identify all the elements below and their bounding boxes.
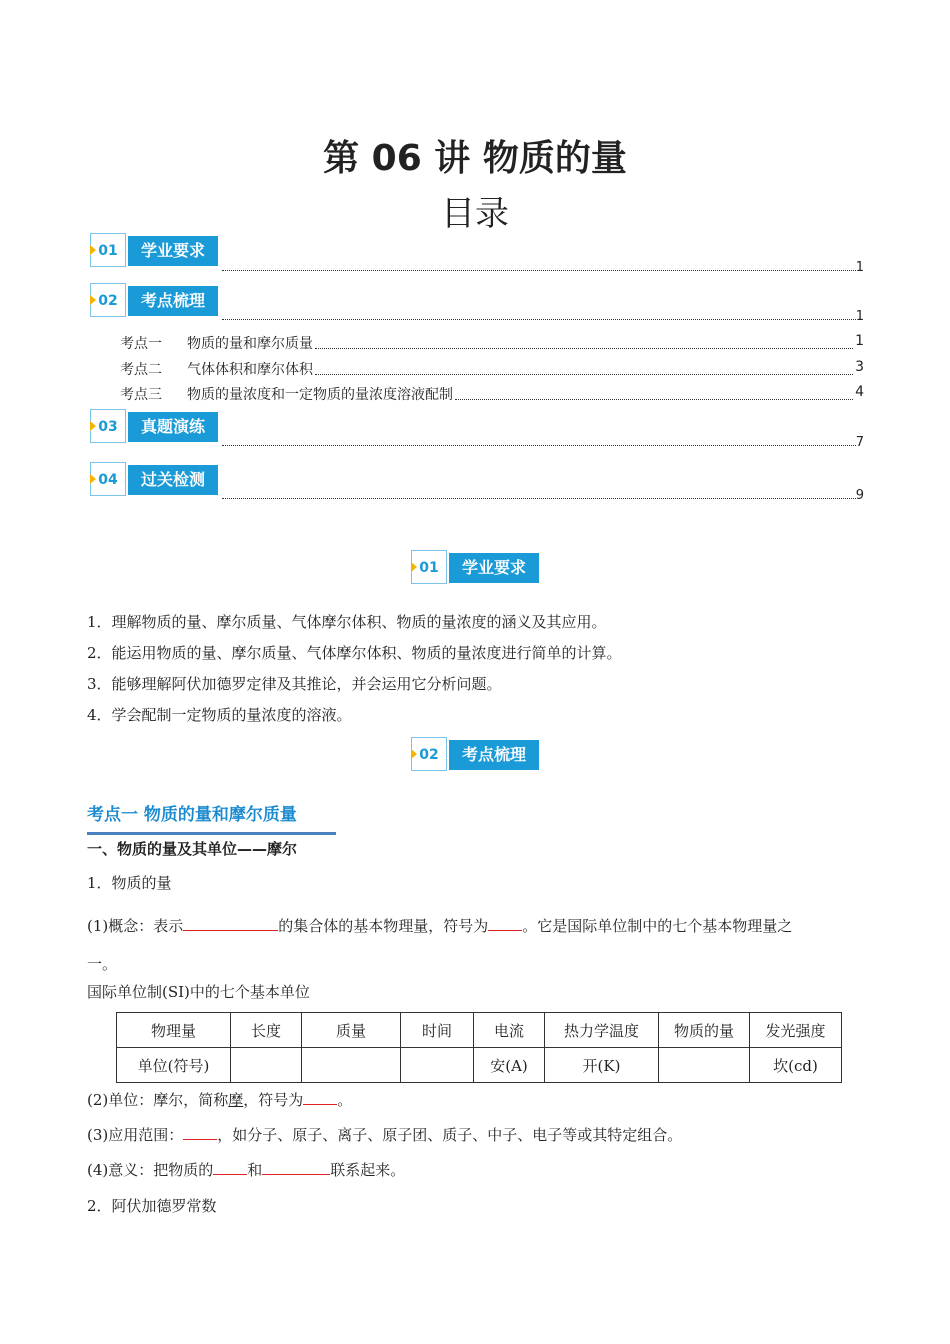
item-title: 2．阿伏加德罗常数: [87, 1197, 217, 1215]
page-number: 9: [855, 488, 864, 503]
table-cell[interactable]: [231, 1048, 302, 1083]
toc-badge-01: [90, 233, 218, 269]
badge-number: 02: [90, 283, 126, 317]
toc-sub-entry[interactable]: [120, 333, 864, 353]
table-row: [117, 1048, 842, 1083]
table-cell: 单位(符号): [117, 1048, 231, 1083]
badge-number: 04: [90, 462, 126, 496]
toc-badge-04: [90, 462, 218, 498]
meaning-paragraph: (4)意义：把物质的 和 联系起来。: [87, 1161, 406, 1179]
toc-entry[interactable]: [222, 309, 864, 324]
table-caption: 国际单位制(SI)中的七个基本单位: [87, 983, 310, 1001]
item-title: 1．物质的量: [87, 874, 172, 892]
scope-paragraph: (3)应用范围： ，如分子、原子、离子、原子团、质子、中子、电子等或其特定组合。: [87, 1126, 683, 1144]
toc-title: 目录: [441, 194, 509, 234]
toc-sub-title: 气体体积和摩尔体积: [187, 362, 313, 378]
toc-sub-title: 物质的量和摩尔质量: [187, 336, 313, 352]
fill-blank[interactable]: [488, 930, 522, 931]
fill-blank[interactable]: [213, 1174, 247, 1175]
table-cell: 热力学温度: [545, 1013, 659, 1048]
table-cell[interactable]: [659, 1048, 750, 1083]
toc-entry[interactable]: [222, 435, 864, 450]
badge-number: 03: [90, 409, 126, 443]
triangle-icon: [90, 421, 96, 431]
page-number: 1: [855, 260, 864, 275]
table-cell: 物理量: [117, 1013, 231, 1048]
table-cell: 开(K): [545, 1048, 659, 1083]
table-cell: 发光强度: [750, 1013, 842, 1048]
page-number: 7: [855, 435, 864, 450]
requirement: 1．理解物质的量、摩尔质量、气体摩尔体积、物质的量浓度的涵义及其应用。: [87, 613, 607, 631]
triangle-icon: [90, 245, 96, 255]
concept-paragraph: (1)概念：表示 的集合体的基本物理量，符号为 。它是国际单位制中的七个基本物理量之 一。: [87, 917, 793, 973]
triangle-icon: [90, 474, 96, 484]
badge-label: 真题演练: [128, 412, 218, 442]
page-number: 1: [855, 309, 864, 324]
badge-label: 过关检测: [128, 465, 218, 495]
toc-sub-title: 物质的量浓度和一定物质的量浓度溶液配制: [187, 387, 453, 403]
badge-number: 02: [411, 737, 447, 771]
fill-blank[interactable]: [303, 1104, 337, 1105]
fill-blank[interactable]: [262, 1174, 330, 1175]
table-cell: 时间: [401, 1013, 474, 1048]
requirement: 2．能运用物质的量、摩尔质量、气体摩尔体积、物质的量浓度进行简单的计算。: [87, 644, 622, 662]
requirement: 3．能够理解阿伏加德罗定律及其推论，并会运用它分析问题。: [87, 675, 502, 693]
table-cell: 坎(cd): [750, 1048, 842, 1083]
fill-blank[interactable]: [183, 1139, 217, 1140]
table-header-row: [117, 1013, 842, 1048]
page-number: 3: [855, 359, 864, 375]
toc-sub-entry[interactable]: [120, 384, 864, 404]
badge-label: 学业要求: [449, 553, 539, 583]
toc-sub-key: 考点三: [120, 387, 162, 403]
toc-entry[interactable]: [222, 488, 864, 503]
badge-number: 01: [411, 550, 447, 584]
page-number: 4: [855, 384, 864, 400]
toc-sub-entry[interactable]: [120, 359, 864, 379]
toc-sub-key: 考点二: [120, 362, 162, 378]
table-cell[interactable]: [302, 1048, 401, 1083]
triangle-icon: [90, 295, 96, 305]
section-badge-02: [411, 737, 539, 773]
toc-badge-03: [90, 409, 218, 445]
section-underline: [87, 832, 336, 835]
triangle-icon: [411, 749, 417, 759]
toc-badge-02: [90, 283, 218, 319]
badge-label: 学业要求: [128, 236, 218, 266]
badge-label: 考点梳理: [128, 286, 218, 316]
fill-blank[interactable]: [183, 930, 278, 931]
badge-number: 01: [90, 233, 126, 267]
badge-label: 考点梳理: [449, 740, 539, 770]
requirement: 4．学会配制一定物质的量浓度的溶液。: [87, 706, 352, 724]
table-cell: 电流: [474, 1013, 545, 1048]
table-cell: 安(A): [474, 1048, 545, 1083]
heading: 一、物质的量及其单位——摩尔: [87, 840, 298, 858]
si-units-table: [116, 1012, 842, 1083]
table-cell: 物质的量: [659, 1013, 750, 1048]
page-title: 第 06 讲 物质的量: [323, 138, 627, 179]
unit-paragraph: (2)单位：摩尔，简称摩，符号为 。: [87, 1091, 353, 1109]
table-cell[interactable]: [401, 1048, 474, 1083]
toc-entry[interactable]: [222, 260, 864, 275]
table-cell: 质量: [302, 1013, 401, 1048]
section-title: 考点一 物质的量和摩尔质量: [87, 805, 297, 825]
table-cell: 长度: [231, 1013, 302, 1048]
page-number: 1: [855, 333, 864, 349]
toc-sub-key: 考点一: [120, 336, 162, 352]
triangle-icon: [411, 562, 417, 572]
section-badge-01: [411, 550, 539, 586]
